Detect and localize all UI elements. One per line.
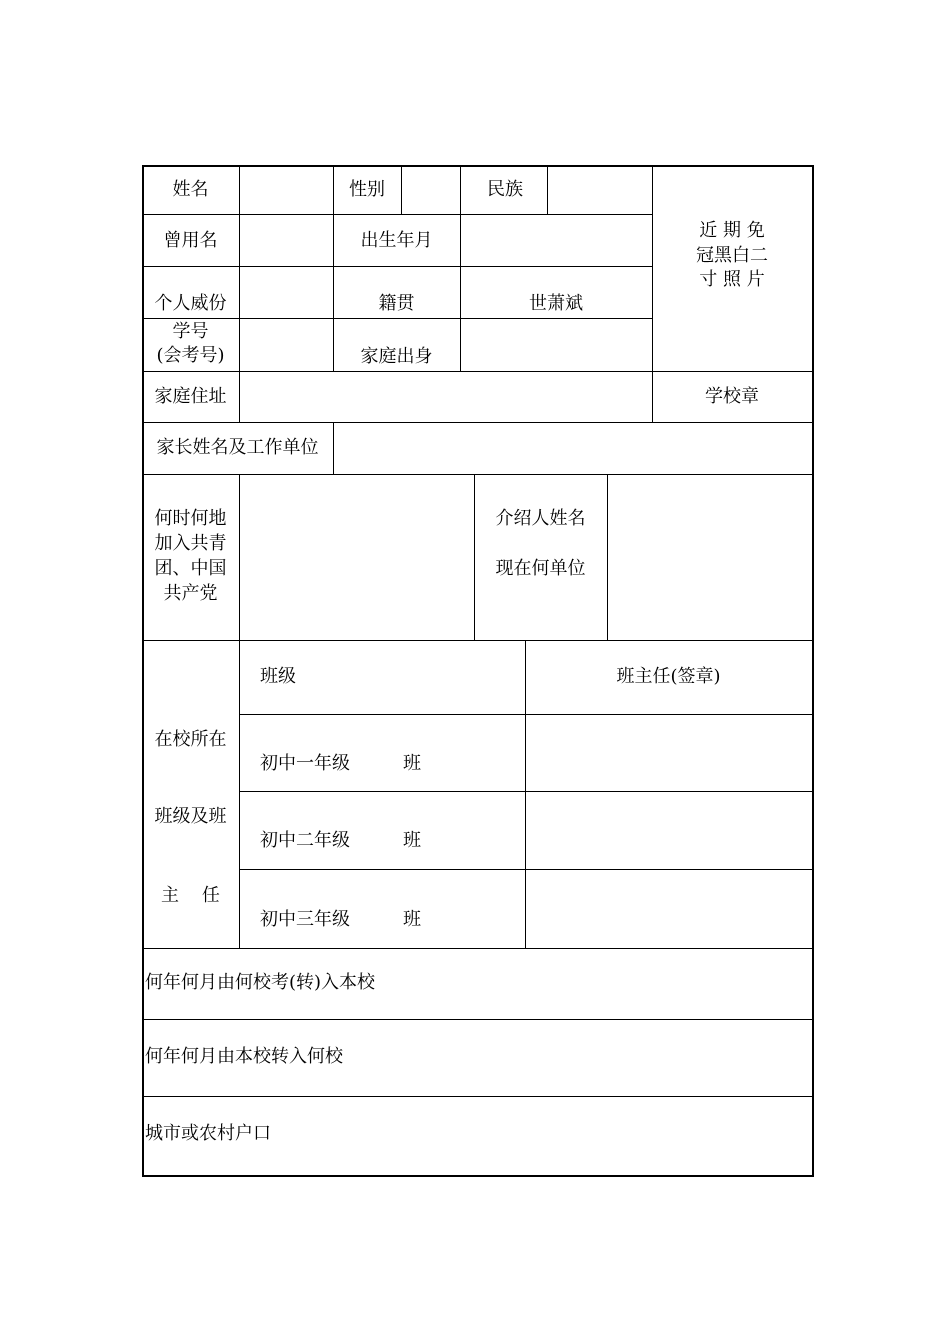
col-divider: [547, 165, 548, 214]
grade-3-class-suffix: 班: [403, 909, 421, 930]
transfer-in-field[interactable]: [400, 950, 810, 1019]
address-label: 家庭住址: [154, 386, 227, 407]
current-unit-label: 现在何单位: [495, 558, 586, 579]
row-divider: [142, 640, 812, 641]
student-id-label-line1: 学号: [172, 321, 209, 342]
school-seal-label: 学校章: [705, 386, 759, 407]
photo-instruction-line3: 寸 照 片: [699, 269, 765, 290]
row-divider: [142, 214, 652, 215]
transfer-in-label: 何年何月由何校考(转)入本校: [145, 972, 376, 993]
family-origin-label: 家庭出身: [360, 346, 433, 367]
introducer-field[interactable]: [609, 476, 810, 640]
row-divider: [142, 1019, 812, 1020]
col-divider: [401, 165, 402, 214]
class-section-label-line3: 主 任: [161, 885, 220, 906]
gender-field[interactable]: [403, 167, 460, 214]
birth-date-field[interactable]: [462, 216, 652, 266]
col-divider: [652, 165, 653, 422]
class-section-label-line1: 在校所在: [154, 729, 227, 750]
row-divider: [142, 948, 812, 949]
photo-instruction-line1: 近 期 免: [699, 220, 765, 241]
native-place-label: 籍贯: [378, 293, 415, 314]
row-divider: [142, 371, 812, 372]
class-section-label-line2: 班级及班: [154, 806, 227, 827]
col-divider: [239, 474, 240, 640]
col-divider: [333, 165, 334, 371]
former-name-field[interactable]: [241, 216, 333, 266]
student-id-field[interactable]: [241, 320, 333, 371]
grade-1-label: 初中一年级: [260, 753, 350, 774]
ethnicity-field[interactable]: [549, 167, 652, 214]
family-origin-field[interactable]: [462, 320, 652, 371]
grade-3-label: 初中三年级: [260, 909, 350, 930]
join-party-label-line2: 加入共青: [154, 533, 227, 554]
grade-2-teacher-field[interactable]: [527, 793, 810, 869]
join-party-field[interactable]: [241, 476, 474, 640]
col-divider: [607, 474, 608, 640]
transfer-out-field[interactable]: [360, 1021, 810, 1096]
col-divider: [333, 422, 334, 474]
identity-label: 个人威份: [154, 293, 227, 314]
identity-field[interactable]: [241, 268, 333, 318]
ethnicity-label: 民族: [487, 179, 523, 200]
name-label: 姓名: [172, 179, 209, 200]
teacher-column-header: 班主任(签章): [616, 666, 721, 687]
student-id-label-line2: (会考号): [156, 345, 225, 366]
household-type-label: 城市或农村户口: [145, 1123, 271, 1144]
col-divider: [460, 165, 461, 371]
native-place-value[interactable]: 世萧斌: [529, 293, 583, 314]
introducer-label: 介绍人姓名: [495, 508, 586, 529]
row-divider: [142, 266, 652, 267]
row-divider: [142, 318, 652, 319]
photo-instruction-line2: 冠黑白二: [696, 245, 768, 266]
parent-info-label: 家长姓名及工作单位: [156, 437, 319, 458]
row-divider: [142, 422, 812, 423]
grade-2-label: 初中二年级: [260, 830, 350, 851]
household-type-field[interactable]: [290, 1098, 810, 1173]
transfer-out-label: 何年何月由本校转入何校: [145, 1046, 343, 1067]
col-divider: [239, 640, 240, 948]
address-field[interactable]: [241, 373, 652, 422]
gender-label: 性别: [349, 179, 385, 200]
name-field[interactable]: [241, 167, 333, 214]
former-name-label: 曾用名: [163, 230, 218, 251]
join-party-label-line3: 团、中国: [154, 558, 227, 579]
class-column-header: 班级: [260, 666, 296, 687]
grade-1-class-suffix: 班: [403, 753, 421, 774]
grade-1-teacher-field[interactable]: [527, 716, 810, 791]
col-divider: [239, 371, 240, 422]
row-divider: [142, 1096, 812, 1097]
parent-info-field[interactable]: [335, 424, 810, 474]
grade-2-class-suffix: 班: [403, 830, 421, 851]
col-divider: [239, 165, 240, 371]
row-divider: [142, 474, 812, 475]
join-party-label-line1: 何时何地: [154, 508, 227, 529]
grade-3-teacher-field[interactable]: [527, 871, 810, 948]
birth-date-label: 出生年月: [360, 230, 433, 251]
join-party-label-line4: 共产党: [163, 583, 218, 604]
